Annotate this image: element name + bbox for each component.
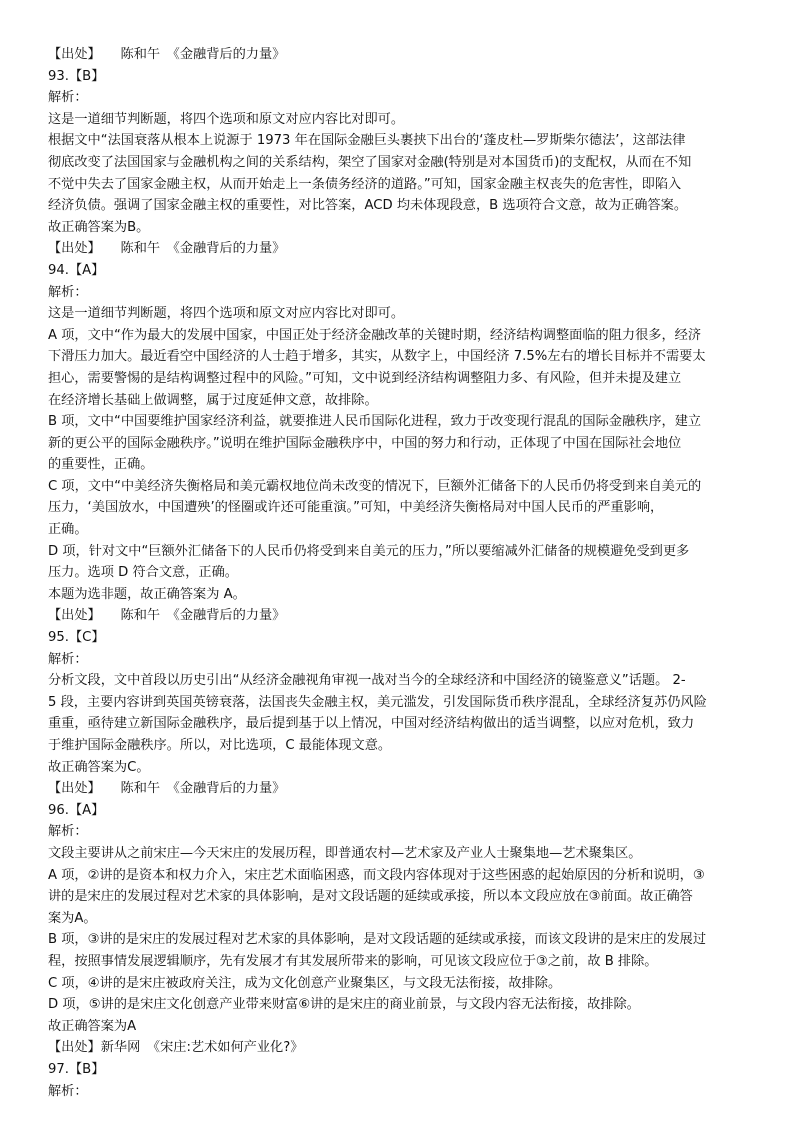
text-line: D 项，⑤讲的是宋庄文化创意产业带来财富⑥讲的是宋庄的商业前景，与文段内容无法衔接，故排除。 xyxy=(48,997,640,1013)
text-line: 这是一道细节判断题，将四个选项和原文对应内容比对即可。 xyxy=(48,306,405,322)
text-line: 程，按照事情发展逻辑顺序，先有发展才有其发展所带来的影响，可见该文段应位于③之前，故 B 排除。 xyxy=(48,953,658,969)
text-line: 5 段，主要内容讲到英国英镑衰落，法国丧失金融主权，美元滥发，引发国际货币秩序混乱，全球经济复苏仍风险 xyxy=(48,694,707,710)
text-line: 解析： xyxy=(48,1083,88,1099)
text-line: 93.【B】 xyxy=(48,68,105,84)
text-line: 【出处】 陈和午 《金融背后的力量》 xyxy=(48,608,286,624)
text-line: 于维护国际金融秩序。所以，对比选项，C 最能体现文意。 xyxy=(48,738,392,753)
text-line: 故正确答案为C。 xyxy=(48,759,150,775)
text-line: C 项，文中“中美经济失衡格局和美元霸权地位尚未改变的情况下，巨额外汇储备下的人民币仍将受到来自美元的 xyxy=(48,478,702,494)
text-line: 压力，‘美国放水，中国遭殃’的怪圈或许还可能重演。”可知，中美经济失衡格局对中国人民币的严重影响， xyxy=(48,500,664,516)
text-line: 故正确答案为A xyxy=(48,1018,137,1034)
text-line: 的重要性，正确。 xyxy=(48,457,154,473)
text-line: 正确。 xyxy=(48,522,88,538)
text-line: A 项，文中“作为最大的发展中国家，中国正处于经济金融改革的关键时期，经济结构调整面临的阻力很多，经济 xyxy=(48,327,702,343)
text-line: 解析： xyxy=(48,284,88,300)
text-line: 不觉中失去了国家金融主权，从而开始走上一条债务经济的道路。”可知，国家金融主权丧失的危害性，即陷入 xyxy=(48,176,682,192)
text-line: 根据文中“法国衰落从根本上说源于 1973 年在国际金融巨头裹挟下出台的‘蓬皮杜—罗斯柴尔德法’，这部法律 xyxy=(48,133,686,149)
text-line: 97.【B】 xyxy=(48,1061,105,1077)
text-line: 本题为选非题，故正确答案为 A。 xyxy=(48,586,246,602)
text-line: 经济负债。强调了国家金融主权的重要性，对比答案，ACD 均未体现段意，B 选项符合文意，故为正确答案。 xyxy=(48,198,688,214)
text-line: 95.【C】 xyxy=(48,630,105,646)
text-line: 解析： xyxy=(48,824,88,840)
text-line: C 项，④讲的是宋庄被政府关注，成为文化创意产业聚集区，与文段无法衔接，故排除。 xyxy=(48,975,562,991)
text-line: 【出处】 陈和午 《金融背后的力量》 xyxy=(48,241,286,257)
text-line: A 项，②讲的是资本和权力介入，宋庄艺术面临困惑，而文段内容体现对于这些困惑的起始原因的分析和说明，③ xyxy=(48,867,705,883)
text-line: 彻底改变了法国国家与金融机构之间的关系结构，架空了国家对金融(特别是对本国货币)的支配权，从而在不知 xyxy=(48,154,692,170)
text-line: 案为A。 xyxy=(48,910,97,926)
text-line: D 项，针对文中“巨额外汇储备下的人民币仍将受到来自美元的压力，”所以要缩减外汇储备的规模避免受到更多 xyxy=(48,543,690,559)
text-line: 这是一道细节判断题，将四个选项和原文对应内容比对即可。 xyxy=(48,111,405,127)
text-line: B 项，③讲的是宋庄的发展过程对艺术家的具体影响，是对文段话题的延续或承接，而该文段讲的是宋庄的发展过 xyxy=(48,932,707,948)
text-line: 下滑压力加大。最近看空中国经济的人士趋于增多，其实，从数字上，中国经济 7.5%左右的增长目标并不需要太 xyxy=(48,349,706,365)
text-line: 96.【A】 xyxy=(48,802,105,818)
text-line: 新的更公平的国际金融秩序。”说明在维护国际金融秩序中，中国的努力和行动，正体现了中国在国际社会地位 xyxy=(48,435,682,451)
text-line: 文段主要讲从之前宋庄—今天宋庄的发展历程，即普通农村—艺术家及产业人士聚集地—艺术聚集区。 xyxy=(48,845,642,861)
text-line: 担心，需要警惕的是结构调整过程中的风险。”可知，文中说到经济结构调整阻力多、有风险，但并未提及建立 xyxy=(48,370,682,386)
text-line: 故正确答案为B。 xyxy=(48,219,150,235)
text-line: 分析文段，文中首段以历史引出“从经济金融视角审视一战对当今的全球经济和中国经济的镜鉴意义”话题。 2- xyxy=(48,673,686,689)
text-line: 在经济增长基础上做调整，属于过度延伸文意，故排除。 xyxy=(48,392,378,408)
text-line: 解析： xyxy=(48,651,88,667)
text-line: 讲的是宋庄的发展过程对艺术家的具体影响，是对文段话题的延续或承接，所以本文段应放在③前面。故正确答 xyxy=(48,889,693,905)
text-line: 压力。选项 D 符合文意，正确。 xyxy=(48,565,238,581)
text-line: B 项，文中“中国要维护国家经济利益，就要推进人民币国际化进程，致力于改变现行混乱的国际金融秩序，建立 xyxy=(48,414,702,430)
text-line: 【出处】新华网 《宋庄:艺术如何产业化?》 xyxy=(48,1040,304,1056)
text-line: 94.【A】 xyxy=(48,262,105,278)
text-line: 解析： xyxy=(48,90,88,106)
text-line: 【出处】 陈和午 《金融背后的力量》 xyxy=(48,781,286,797)
text-line: 重重，亟待建立新国际金融秩序，最后提到基于以上情况，中国对经济结构做出的适当调整，以应对危机，致力 xyxy=(48,716,695,732)
text-line: 【出处】 陈和午 《金融背后的力量》 xyxy=(48,47,286,62)
